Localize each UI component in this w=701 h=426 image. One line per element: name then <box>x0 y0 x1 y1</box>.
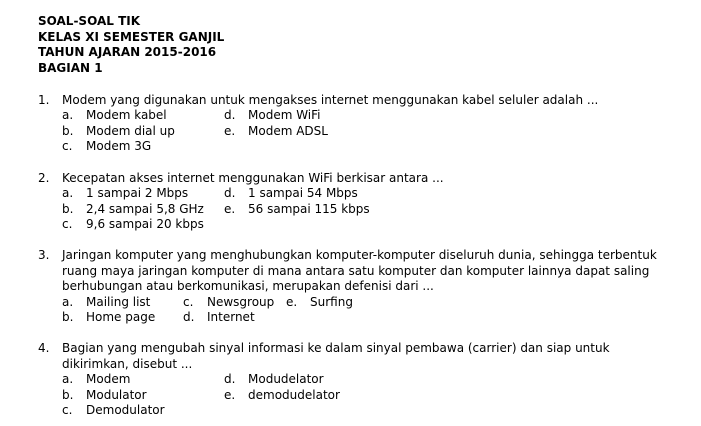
question-number: 1. <box>38 93 50 107</box>
question-text-line-1: Bagian yang mengubah sinyal informasi ke dalam sinyal pembawa (carrier) dan siap untuk <box>62 341 610 355</box>
option-d: d. Modudelator <box>224 372 324 386</box>
header-year: TAHUN AJARAN 2015-2016 <box>38 45 217 59</box>
question-text-line-1: Jaringan komputer yang menghubungkan komputer-komputer diseluruh dunia, sehingga terbentuk <box>62 248 657 262</box>
option-a: a. Mailing list <box>62 294 151 309</box>
option-a: a. 1 sampai 2 Mbps <box>62 186 189 200</box>
document-header <box>38 14 224 76</box>
option-e: e. 56 sampai 115 kbps <box>224 201 370 216</box>
option-c: c. Modem 3G <box>62 139 152 153</box>
option-d: d. Modem WiFi <box>224 108 321 122</box>
header-section: BAGIAN 1 <box>38 60 103 75</box>
option-a: a. Modem kabel <box>62 108 167 122</box>
question-number: 4. <box>38 341 50 355</box>
question-text-line-3: berhubungan atau berkomunikasi, merupakan defenisi dari ... <box>62 279 434 293</box>
option-b: b. 2,4 sampai 5,8 GHz <box>62 201 204 216</box>
header-class: KELAS XI SEMESTER GANJIL <box>38 29 225 44</box>
question-text-line-2: ruang maya jaringan komputer di mana antara satu komputer dan komputer lainnya dapat saling <box>62 263 650 278</box>
question-number: 2. <box>38 171 50 185</box>
option-e: e. Modem ADSL <box>224 123 328 138</box>
option-d: d. Internet <box>183 310 255 324</box>
option-b: b. Modem dial up <box>62 123 175 138</box>
option-e: e. Surfing <box>286 294 353 309</box>
question-text-line-2: dikirimkan, disebut ... <box>62 356 193 371</box>
option-c: c. Newsgroup <box>183 294 275 309</box>
option-c: c. Demodulator <box>62 403 165 417</box>
option-a: a. Modem <box>62 372 131 386</box>
option-c: c. 9,6 sampai 20 kbps <box>62 217 204 231</box>
question-text: Kecepatan akses internet menggunakan WiFi berkisar antara ... <box>62 171 444 185</box>
option-e: e. demodudelator <box>224 387 340 402</box>
option-d: d. 1 sampai 54 Mbps <box>224 186 358 200</box>
option-b: b. Home page <box>62 310 156 324</box>
question-text: Modem yang digunakan untuk mengakses internet menggunakan kabel seluler adalah ... <box>62 93 599 107</box>
option-b: b. Modulator <box>62 387 147 402</box>
header-title: SOAL-SOAL TIK <box>38 14 141 28</box>
question-number: 3. <box>38 248 50 262</box>
